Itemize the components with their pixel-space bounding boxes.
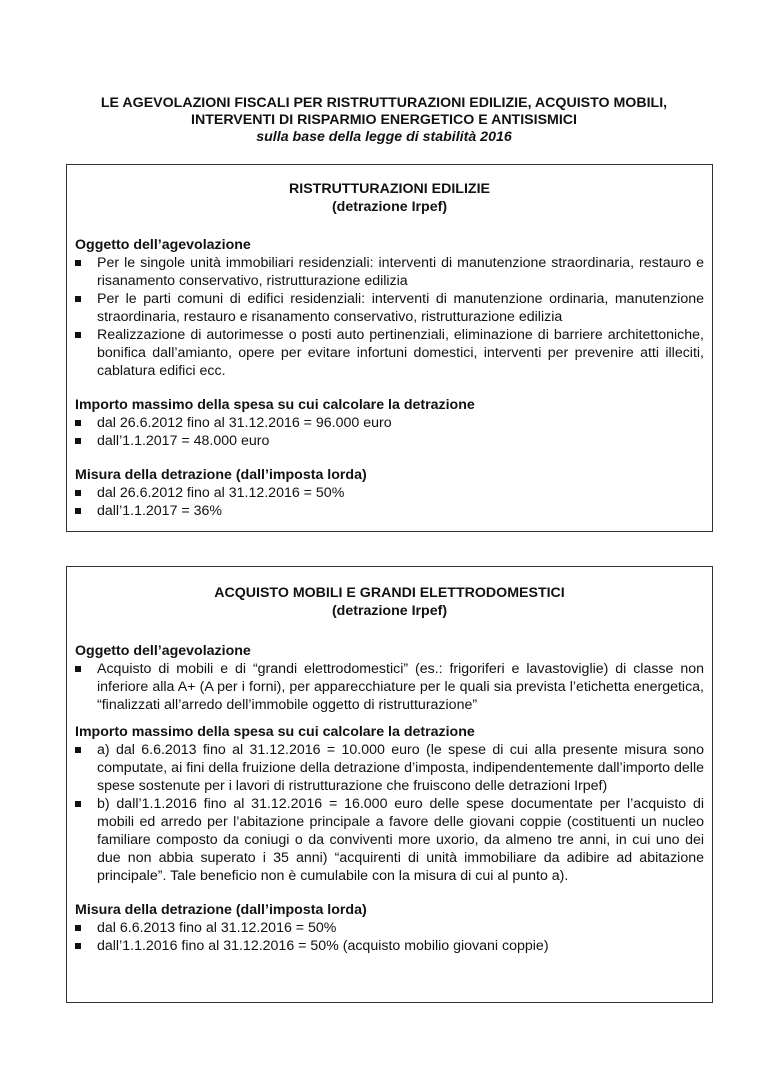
section-heading-oggetto: Oggetto dell’agevolazione bbox=[75, 237, 251, 253]
list-importo bbox=[67, 414, 712, 450]
section-heading-importo: Importo massimo della spesa su cui calcolare la detrazione bbox=[75, 397, 475, 413]
box-title: RISTRUTTURAZIONI EDILIZIE bbox=[289, 181, 490, 197]
box-subtitle: (detrazione Irpef) bbox=[331, 603, 448, 619]
section-heading-importo: Importo massimo della spesa su cui calcolare la detrazione bbox=[75, 724, 475, 740]
bullet-icon bbox=[75, 420, 81, 426]
box-ristrutturazioni bbox=[66, 164, 713, 532]
list-importo bbox=[67, 741, 712, 885]
list-item-text: Per le parti comuni di edifici residenziali: interventi di manutenzione ordinaria, manutenzione straordinaria, restauro e risanamento conservativo, ristrutturazione edilizia bbox=[97, 291, 704, 325]
list-oggetto bbox=[67, 660, 712, 714]
list-item-text: dal 26.6.2012 fino al 31.12.2016 = 50% bbox=[97, 485, 345, 501]
bullet-icon bbox=[75, 747, 81, 753]
list-item-text: b) dall’1.1.2016 fino al 31.12.2016 = 16.000 euro delle spese documentate per l’acquisto di mobili ed arredo per l’abitazione principale a favore delle giovani coppie (costituenti un nucleo familiare composto da coniugi o da conviventi more uxorio, da almeno tre anni, in cui uno dei due non abbia superato i 35 anni) “acquirenti di unità immobiliare da adibire ad abitazione principale”. Tale beneficio non è cumulabile con la misura di cui al punto a). bbox=[97, 796, 704, 884]
box-heading bbox=[67, 584, 712, 620]
list-item bbox=[75, 254, 704, 290]
list-item-text: a) dal 6.6.2013 fino al 31.12.2016 = 10.000 euro (le spese di cui alla presente misura sono computate, ai fini della fruizione della detrazione d’imposta, indipendentemente dall’importo delle spese sostenute per i lavori di ristrutturazione che fruiscono delle detrazioni Irpef) bbox=[97, 742, 704, 794]
bullet-icon bbox=[75, 666, 81, 672]
list-item bbox=[75, 484, 704, 502]
list-item-text: dall’1.1.2017 = 36% bbox=[97, 503, 223, 519]
bullet-icon bbox=[75, 332, 81, 338]
bullet-icon bbox=[75, 296, 81, 302]
title-line-2: INTERVENTI DI RISPARMIO ENERGETICO E ANTISISMICI bbox=[191, 112, 577, 128]
list-item-text: dall’1.1.2016 fino al 31.12.2016 = 50% (acquisto mobilio giovani coppie) bbox=[97, 938, 549, 954]
list-item bbox=[75, 660, 704, 714]
box-acquisto-mobili bbox=[66, 566, 713, 1003]
list-item bbox=[75, 919, 704, 937]
bullet-icon bbox=[75, 801, 81, 807]
list-item bbox=[75, 290, 704, 326]
title-line-3: sulla base della legge di stabilità 2016 bbox=[256, 129, 512, 145]
bullet-icon bbox=[75, 490, 81, 496]
section-heading-misura: Misura della detrazione (dall’imposta lorda) bbox=[75, 902, 367, 918]
list-item-text: Realizzazione di autorimesse o posti auto pertinenziali, eliminazione di barriere architettoniche, bonifica dall’amianto, opere per evitare infortuni domestici, interventi per prevenire atti illeciti, cablatura edifici ecc. bbox=[97, 327, 704, 379]
bullet-icon bbox=[75, 438, 81, 444]
list-item bbox=[75, 741, 704, 795]
title-line-1: LE AGEVOLAZIONI FISCALI PER RISTRUTTURAZIONI EDILIZIE, ACQUISTO MOBILI, bbox=[100, 95, 668, 111]
bullet-icon bbox=[75, 508, 81, 514]
list-item bbox=[75, 502, 704, 520]
list-item bbox=[75, 414, 704, 432]
box-heading bbox=[67, 180, 712, 216]
bullet-icon bbox=[75, 943, 81, 949]
list-item bbox=[75, 937, 704, 955]
list-item-text: Per le singole unità immobiliari residenziali: interventi di manutenzione straordinaria, restauro e risanamento conservativo, ristrutturazione edilizia bbox=[97, 255, 704, 289]
list-item bbox=[75, 432, 704, 450]
list-item bbox=[75, 326, 704, 380]
bullet-icon bbox=[75, 925, 81, 931]
list-item-text: dal 6.6.2013 fino al 31.12.2016 = 50% bbox=[97, 920, 337, 936]
list-oggetto bbox=[67, 254, 712, 380]
list-item-text: dall’1.1.2017 = 48.000 euro bbox=[97, 433, 270, 449]
section-heading-misura: Misura della detrazione (dall’imposta lorda) bbox=[75, 467, 367, 483]
list-misura bbox=[67, 484, 712, 520]
bullet-icon bbox=[75, 260, 81, 266]
document-title bbox=[40, 95, 728, 146]
box-subtitle: (detrazione Irpef) bbox=[331, 199, 448, 215]
section-heading-oggetto: Oggetto dell’agevolazione bbox=[75, 643, 251, 659]
box-title: ACQUISTO MOBILI E GRANDI ELETTRODOMESTICI bbox=[214, 585, 565, 601]
list-item-text: dal 26.6.2012 fino al 31.12.2016 = 96.000 euro bbox=[97, 415, 392, 431]
list-item-text: Acquisto di mobili e di “grandi elettrodomestici” (es.: frigoriferi e lavastoviglie) di classe non inferiore alla A+ (A per i forni), per apparecchiature per le quali sia prevista l’etichetta energetica, “finalizzati all’arredo dell’immobile oggetto di ristrutturazione” bbox=[97, 661, 704, 713]
list-item bbox=[75, 795, 704, 885]
list-misura bbox=[67, 919, 712, 955]
